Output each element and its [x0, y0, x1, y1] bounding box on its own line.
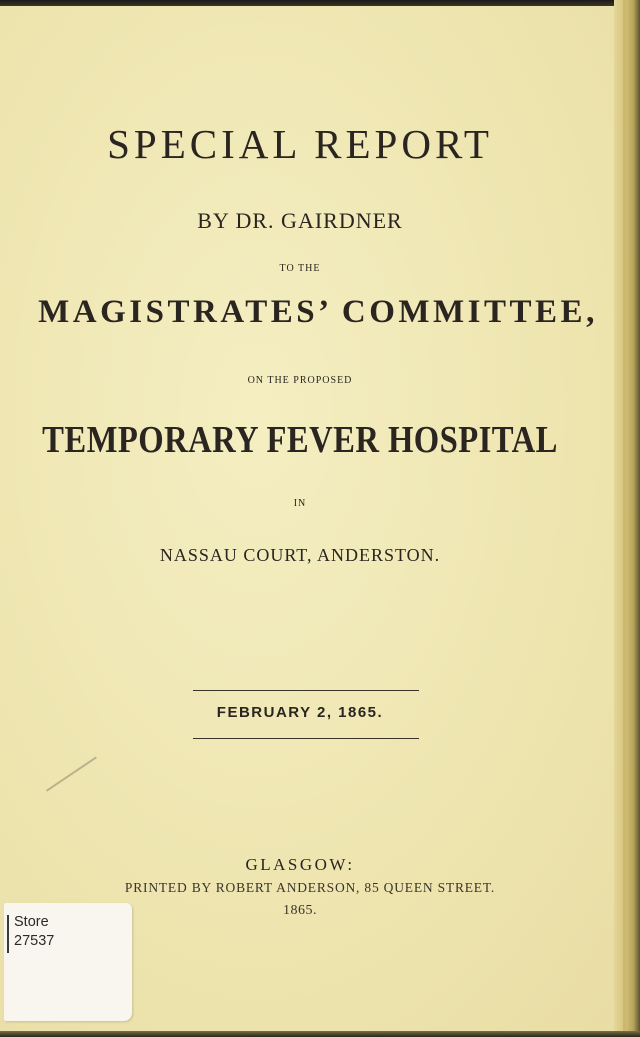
- top-rule: [193, 690, 419, 691]
- committee-heading: MAGISTRATES’ COMMITTEE,: [38, 294, 598, 330]
- report-date: FEBRUARY 2, 1865.: [216, 704, 384, 721]
- location-text: NASSAU COURT, ANDERSTON.: [159, 545, 441, 565]
- imprint-year: 1865.: [283, 903, 317, 918]
- in-text: IN: [293, 498, 307, 509]
- page-right-edge: [614, 0, 640, 1037]
- on-the-proposed-text: ON THE PROPOSED: [247, 375, 353, 386]
- label-margin-line: [7, 915, 9, 953]
- page-edge-shadow: [623, 0, 626, 1037]
- imprint-printer: PRINTED BY ROBERT ANDERSON, 85 QUEEN STREET.: [124, 880, 496, 895]
- label-store-text: Store: [14, 914, 49, 930]
- library-label: [4, 903, 132, 1021]
- report-title: SPECIAL REPORT: [107, 121, 493, 167]
- to-the-text: TO THE: [279, 263, 321, 274]
- page-bottom-edge: [0, 1031, 640, 1037]
- report-author: BY DR. GAIRDNER: [197, 208, 403, 233]
- pencil-mark: [46, 756, 97, 791]
- page-top-edge: [0, 0, 640, 6]
- label-number-text: 27537: [14, 933, 55, 949]
- hospital-heading: TEMPORARY FEVER HOSPITAL: [42, 419, 558, 461]
- imprint-city: GLASGOW:: [245, 855, 355, 874]
- bottom-rule: [193, 738, 419, 739]
